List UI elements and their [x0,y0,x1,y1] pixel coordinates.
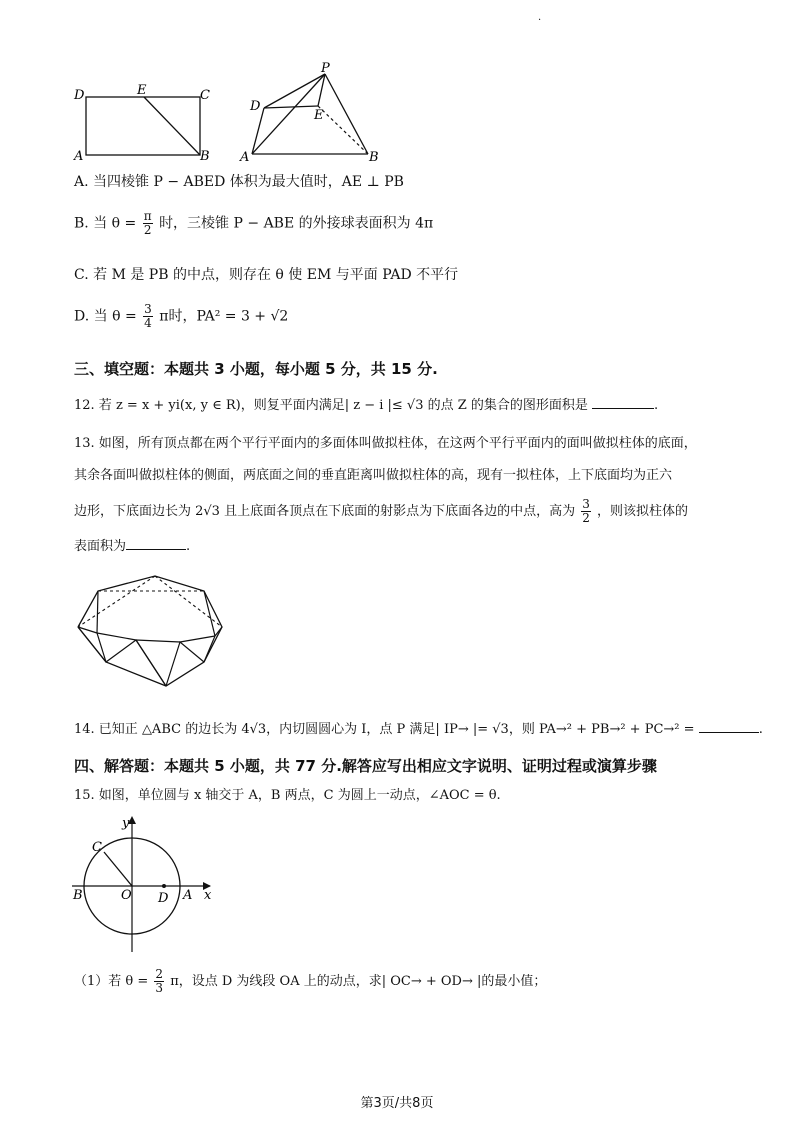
question-15-part-1: （1）若 θ = $\frac{2}{3}$ π，设点 D 为线段 OA 上的动点，求| OC→ + OD→ |的最小值； [74,967,547,995]
option-text: 若 M 是 PB 的中点，则存在 θ 使 EM 与平面 PAD 不平行 [93,267,459,283]
option-letter: D. [74,308,90,325]
segment-oc [104,852,132,886]
option-d [74,303,288,330]
label-o: O [121,888,132,903]
label-b: B [73,888,83,903]
question-13-line2: 其余各面叫做拟柱体的侧面，两底面之间的垂直距离叫做拟柱体的高，现有一拟柱体，上下底面均为正六 [74,468,673,483]
section-heading-3: 三、填空题：本题共 3 小题，每小题 5 分，共 15 分. [74,360,438,378]
rectangle-abcd [86,97,200,155]
label-p: P [321,62,330,76]
label-d: D [74,88,85,103]
question-13-line3: 边形，下底面边长为 2√3 且上底面各顶点在下底面的射影点为下底面各边的中点，高为 $\frac{3}{2}$ ，则该拟柱体的 [74,497,689,525]
label-x: x [204,888,212,903]
fraction: $\frac{\pi}{2}$ [143,209,152,237]
option-post: 时，三棱锥 P − ABE 的外接球表面积为 4π [159,215,434,232]
fraction: $\frac{3}{2}$ [582,497,590,525]
label-e: E [137,83,147,98]
option-text: 当四棱锥 P − ABED 体积为最大值时，AE ⊥ PB [93,174,404,190]
top-mark: . [538,12,542,23]
question-text: 12. 若 z = x + yi(x, y ∈ R)，则复平面内满足| z − i |≤ √3 的点 Z 的集合的图形面积是 [74,398,588,413]
option-b [74,210,433,237]
label-a: A [240,150,250,165]
label-d: D [158,891,169,906]
option-letter: A. [74,174,89,190]
option-post: π时，PA² = 3 + √2 [159,308,289,325]
option-pre: 当 θ = [93,215,137,232]
option-letter: C. [74,267,89,283]
pyramid-figure [238,62,388,167]
option-letter: B. [74,215,89,232]
option-c [74,265,458,285]
question-13-line4: 表面积为 . [74,539,191,554]
section-heading-4: 四、解答题：本题共 5 小题，共 77 分.解答应写出相应文字说明、证明过程或演算步骤 [74,757,657,775]
label-b: B [369,150,379,165]
label-a: A [74,149,84,164]
fraction: $\frac{3}{4}$ [144,302,152,330]
fraction: $\frac{2}{3}$ [155,967,164,995]
label-e: E [314,108,324,123]
answer-blank [592,408,654,409]
question-13-line1: 13. 如图，所有顶点都在两个平行平面内的多面体叫做拟柱体，在这两个平行平面内的面叫做拟柱体的底面， [74,436,697,451]
page-footer: 第3页/共8页 [360,1096,434,1111]
label-y: y [122,816,130,831]
question-15: 15. 如图，单位圆与 x 轴交于 A，B 两点，C 为圆上一动点，∠AOC = θ. [74,788,501,803]
option-a [74,172,404,192]
answer-blank [126,549,186,550]
label-c: C [200,88,210,103]
rectangle-figure [70,80,220,165]
prismatoid-figure [70,570,230,695]
question-14: 14. 已知正 △ABC 的边长为 4√3，内切圆圆心为 I，点 P 满足| IP→ |= √3，则 PA→² + PB→² + PC→² = . [74,722,763,737]
option-pre: 当 θ = [93,308,137,325]
point-d [162,884,166,888]
label-a: A [183,888,193,903]
label-b: B [200,149,210,164]
question-12: 12. 若 z = x + yi(x, y ∈ R)，则复平面内满足| z − i |≤ √3 的点 Z 的集合的图形面积是 . [74,398,659,413]
segment-eb [144,97,200,155]
question-text: 14. 已知正 △ABC 的边长为 4√3，内切圆圆心为 I，点 P 满足| IP→ |= √3，则 PA→² + PB→² + PC→² = [74,722,695,737]
label-d: D [250,99,261,114]
unit-circle-figure [70,812,220,957]
answer-blank [699,732,759,733]
label-c: C [92,840,102,855]
